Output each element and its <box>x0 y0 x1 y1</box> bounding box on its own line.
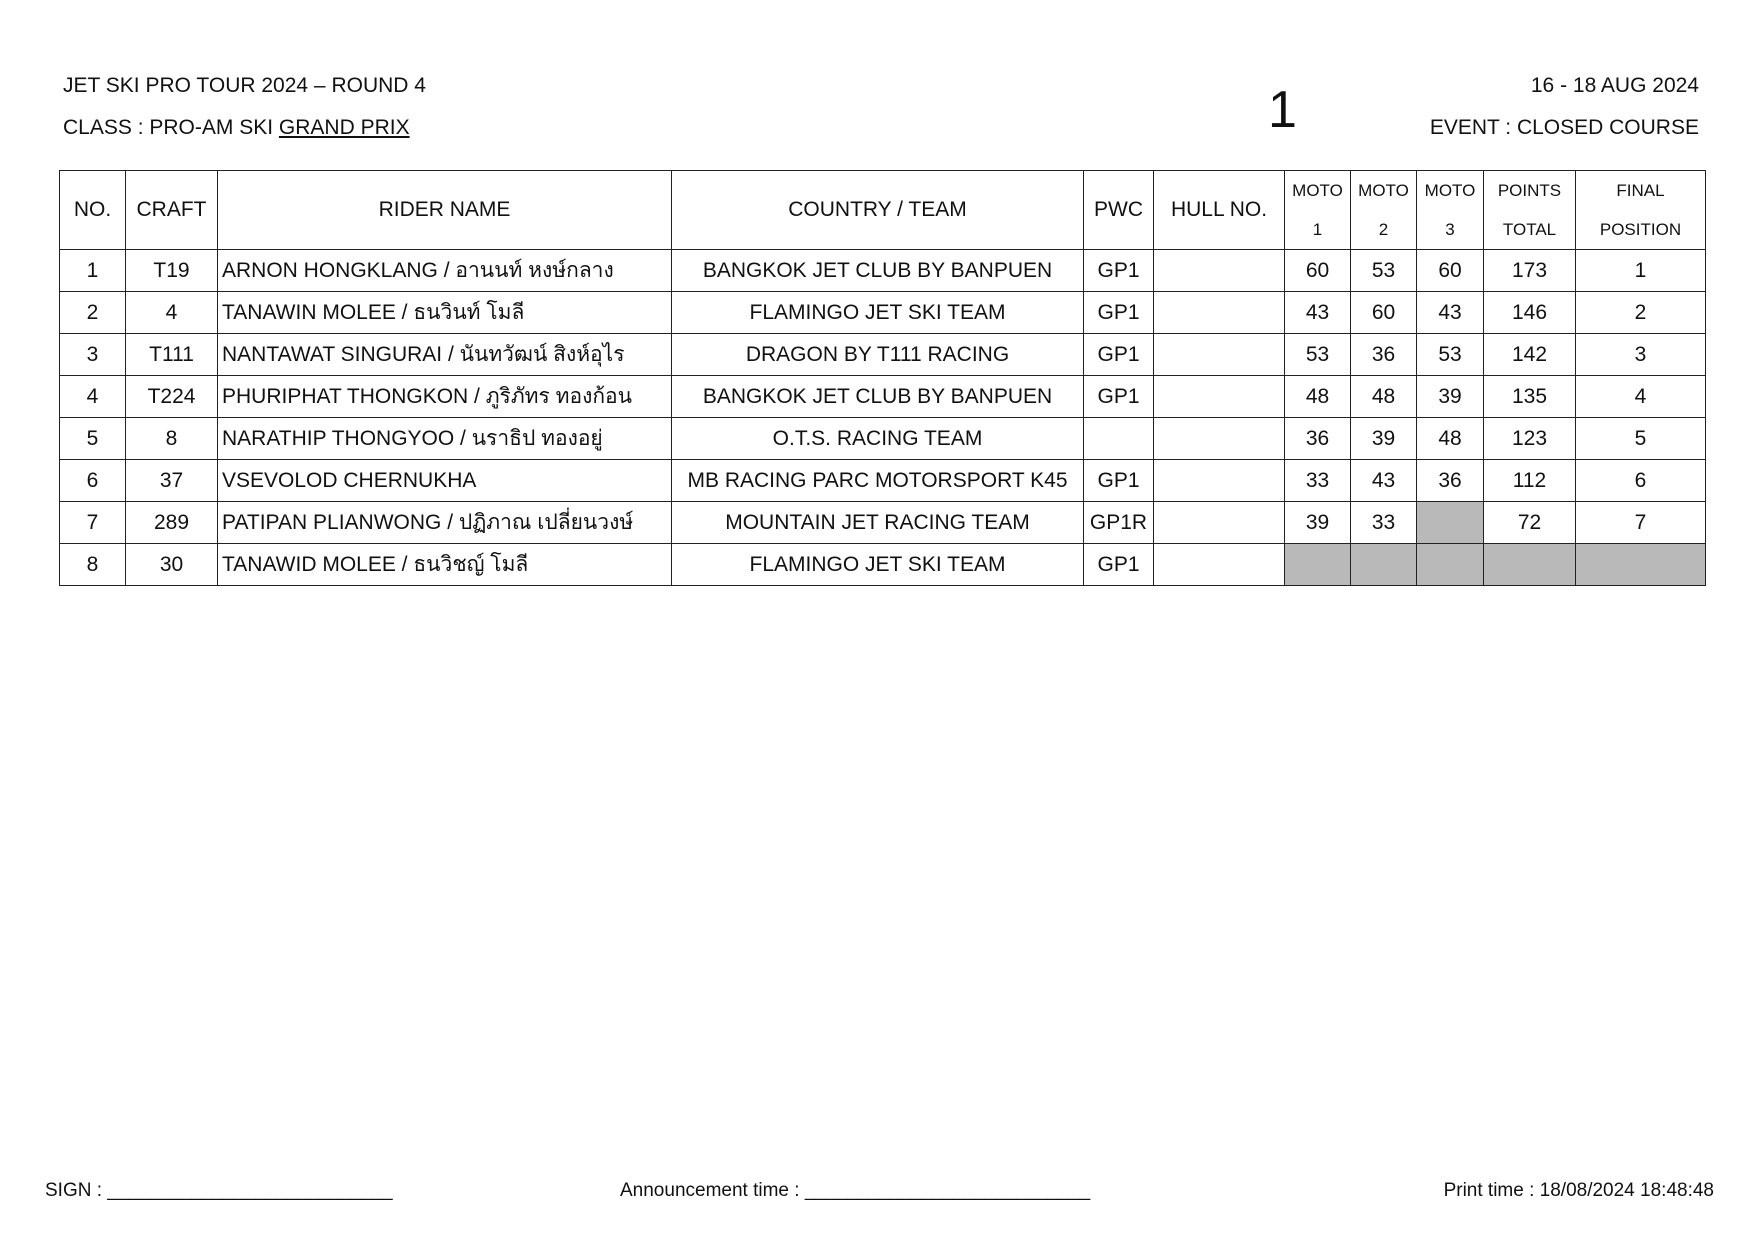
cell-rider: NARATHIP THONGYOO / นราธิป ทองอยู่ <box>218 418 672 460</box>
cell-points: 173 <box>1484 250 1576 292</box>
cell-moto2: 48 <box>1351 376 1417 418</box>
cell-final: 2 <box>1576 292 1706 334</box>
table-row <box>60 502 1706 544</box>
cell-craft: T224 <box>126 376 218 418</box>
cell-final: 6 <box>1576 460 1706 502</box>
cell-team: FLAMINGO JET SKI TEAM <box>672 292 1084 334</box>
cell-hull <box>1154 376 1285 418</box>
col-no-header: NO. <box>60 171 126 250</box>
cell-moto3: 53 <box>1417 334 1484 376</box>
cell-rider: NANTAWAT SINGURAI / นันทวัฒน์ สิงห์อุไร <box>218 334 672 376</box>
col-pwc-header: PWC <box>1084 171 1154 250</box>
cell-moto2: 36 <box>1351 334 1417 376</box>
col-hull-header: HULL NO. <box>1154 171 1285 250</box>
cell-pwc: GP1 <box>1084 250 1154 292</box>
cell-no: 6 <box>60 460 126 502</box>
cell-pwc: GP1 <box>1084 334 1154 376</box>
cell-moto3: 43 <box>1417 292 1484 334</box>
cell-moto1: 43 <box>1285 292 1351 334</box>
cell-moto3 <box>1417 544 1484 586</box>
cell-rider: PATIPAN PLIANWONG / ปฏิภาณ เปลี่ยนวงษ์ <box>218 502 672 544</box>
cell-craft: 37 <box>126 460 218 502</box>
cell-rider: VSEVOLOD CHERNUKHA <box>218 460 672 502</box>
cell-hull <box>1154 292 1285 334</box>
cell-moto1: 60 <box>1285 250 1351 292</box>
cell-pwc: GP1 <box>1084 376 1154 418</box>
cell-points: 135 <box>1484 376 1576 418</box>
class-line <box>63 117 410 138</box>
col-moto2-header: MOTO 2 <box>1351 171 1417 250</box>
cell-moto1: 53 <box>1285 334 1351 376</box>
cell-moto3 <box>1417 502 1484 544</box>
cell-pwc: GP1 <box>1084 460 1154 502</box>
cell-no: 4 <box>60 376 126 418</box>
cell-final: 7 <box>1576 502 1706 544</box>
cell-hull <box>1154 502 1285 544</box>
class-prefix: CLASS : PRO-AM SKI <box>63 116 279 139</box>
col-points-header: POINTS TOTAL <box>1484 171 1576 250</box>
event-title: JET SKI PRO TOUR 2024 – ROUND 4 <box>63 74 426 97</box>
cell-pwc <box>1084 418 1154 460</box>
cell-rider: TANAWID MOLEE / ธนวิชญ์ โมลี <box>218 544 672 586</box>
table-row <box>60 250 1706 292</box>
cell-moto3: 36 <box>1417 460 1484 502</box>
cell-hull <box>1154 250 1285 292</box>
cell-team: MOUNTAIN JET RACING TEAM <box>672 502 1084 544</box>
cell-craft: T111 <box>126 334 218 376</box>
cell-moto2: 33 <box>1351 502 1417 544</box>
cell-craft: 4 <box>126 292 218 334</box>
cell-points: 112 <box>1484 460 1576 502</box>
cell-moto2 <box>1351 544 1417 586</box>
sign-line: SIGN : ___________________________ <box>45 1180 393 1201</box>
cell-points: 123 <box>1484 418 1576 460</box>
cell-no: 2 <box>60 292 126 334</box>
announcement-time-line: Announcement time : ___________________________ <box>620 1180 1091 1201</box>
cell-hull <box>1154 460 1285 502</box>
table-header-row <box>60 171 1706 250</box>
cell-craft: 8 <box>126 418 218 460</box>
cell-team: BANGKOK JET CLUB BY BANPUEN <box>672 250 1084 292</box>
print-time: Print time : 18/08/2024 18:48:48 <box>1443 1180 1714 1201</box>
col-craft-header: CRAFT <box>126 171 218 250</box>
cell-moto3: 48 <box>1417 418 1484 460</box>
table-row <box>60 376 1706 418</box>
col-team-header: COUNTRY / TEAM <box>672 171 1084 250</box>
col-moto3-header: MOTO 3 <box>1417 171 1484 250</box>
cell-final: 1 <box>1576 250 1706 292</box>
cell-moto2: 53 <box>1351 250 1417 292</box>
table-row <box>60 334 1706 376</box>
cell-no: 5 <box>60 418 126 460</box>
cell-final: 3 <box>1576 334 1706 376</box>
cell-moto2: 43 <box>1351 460 1417 502</box>
cell-points: 72 <box>1484 502 1576 544</box>
event-type: EVENT : CLOSED COURSE <box>1429 116 1699 139</box>
col-final-header: FINAL POSITION <box>1576 171 1706 250</box>
cell-final: 4 <box>1576 376 1706 418</box>
cell-team: FLAMINGO JET SKI TEAM <box>672 544 1084 586</box>
cell-moto2: 39 <box>1351 418 1417 460</box>
cell-no: 1 <box>60 250 126 292</box>
cell-moto2: 60 <box>1351 292 1417 334</box>
cell-points: 146 <box>1484 292 1576 334</box>
cell-pwc: GP1 <box>1084 544 1154 586</box>
cell-hull <box>1154 334 1285 376</box>
cell-no: 3 <box>60 334 126 376</box>
class-name-underlined: GRAND PRIX <box>278 116 410 139</box>
cell-craft: 289 <box>126 502 218 544</box>
cell-moto1: 33 <box>1285 460 1351 502</box>
cell-final <box>1576 544 1706 586</box>
cell-craft: T19 <box>126 250 218 292</box>
cell-no: 7 <box>60 502 126 544</box>
table-row <box>60 418 1706 460</box>
cell-moto1: 48 <box>1285 376 1351 418</box>
cell-team: O.T.S. RACING TEAM <box>672 418 1084 460</box>
cell-no: 8 <box>60 544 126 586</box>
col-rider-header: RIDER NAME <box>218 171 672 250</box>
cell-hull <box>1154 418 1285 460</box>
cell-pwc: GP1R <box>1084 502 1154 544</box>
cell-moto1 <box>1285 544 1351 586</box>
results-table <box>59 170 1706 586</box>
cell-final: 5 <box>1576 418 1706 460</box>
table-row <box>60 460 1706 502</box>
cell-hull <box>1154 544 1285 586</box>
cell-rider: TANAWIN MOLEE / ธนวินท์ โมลี <box>218 292 672 334</box>
cell-rider: PHURIPHAT THONGKON / ภูริภัทร ทองก้อน <box>218 376 672 418</box>
page-number: 1 <box>1268 81 1297 139</box>
cell-moto1: 36 <box>1285 418 1351 460</box>
event-dates: 16 - 18 AUG 2024 <box>1530 74 1699 97</box>
cell-pwc: GP1 <box>1084 292 1154 334</box>
cell-craft: 30 <box>126 544 218 586</box>
table-row <box>60 544 1706 586</box>
cell-moto1: 39 <box>1285 502 1351 544</box>
col-moto1-header: MOTO 1 <box>1285 171 1351 250</box>
cell-points <box>1484 544 1576 586</box>
cell-team: DRAGON BY T111 RACING <box>672 334 1084 376</box>
cell-rider: ARNON HONGKLANG / อานนท์ หงษ์กลาง <box>218 250 672 292</box>
cell-points: 142 <box>1484 334 1576 376</box>
cell-moto3: 60 <box>1417 250 1484 292</box>
cell-team: BANGKOK JET CLUB BY BANPUEN <box>672 376 1084 418</box>
cell-team: MB RACING PARC MOTORSPORT K45 <box>672 460 1084 502</box>
table-row <box>60 292 1706 334</box>
cell-moto3: 39 <box>1417 376 1484 418</box>
